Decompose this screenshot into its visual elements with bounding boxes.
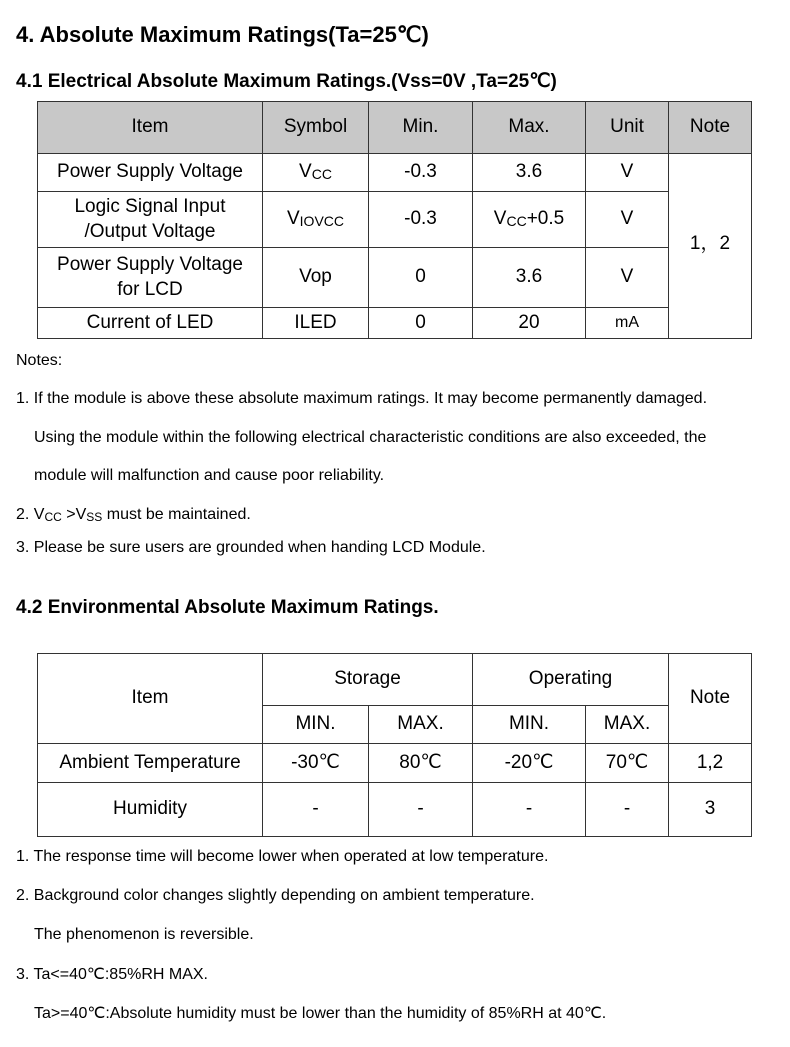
row-min: -0.3 [369,192,473,248]
row-item: Ambient Temperature [38,744,263,783]
environmental-ratings-table [37,653,752,837]
note-1-line-3: module will malfunction and cause poor reliability. [34,467,385,484]
row-symbol: $V_{CC}$ [263,154,369,192]
table-row [38,744,752,783]
header-note: Note [669,654,752,744]
notes-heading: Notes: [16,352,63,369]
note-1-line-1: 1. If the module is above these absolute maximum ratings. It may become permanently damaged. [16,390,708,407]
header-note: Note [669,102,752,154]
row-note-merged: 1，2 [669,154,752,339]
note-3: 3. Please be sure users are grounded when handing LCD Module. [16,539,486,556]
header-item: Item [38,102,263,154]
row-min: 0 [369,308,473,339]
storage-min: - [263,783,369,837]
storage-max-header: MAX. [369,706,473,744]
row-min: -0.3 [369,154,473,192]
env-note-3-line-1: 3. Ta<=40℃:85%RH MAX. [16,966,208,983]
electrical-ratings-table [37,101,752,339]
row-note: 1,2 [669,744,752,783]
operating-max: 70℃ [586,744,669,783]
env-note-1: 1. The response time will become lower when operated at low temperature. [16,848,549,865]
header-symbol: Symbol [263,102,369,154]
operating-min: -20℃ [473,744,586,783]
env-note-2-line-1: 2. Background color changes slightly depending on ambient temperature. [16,887,535,904]
table-row [38,192,752,248]
row-note: 3 [669,783,752,837]
table-row [38,248,752,308]
storage-max: - [369,783,473,837]
table-header-row [38,654,752,706]
row-unit: V [586,248,669,308]
table-row [38,308,752,339]
note-2: 2. $V_{CC} >V_{SS}$ must be maintained. [16,506,251,524]
row-unit: V [586,192,669,248]
operating-min-header: MIN. [473,706,586,744]
section-4-1-title: 4.1 Electrical Absolute Maximum Ratings.(Vss=0V ,Ta=25℃) [16,71,557,92]
row-min: 0 [369,248,473,308]
storage-max: 80℃ [369,744,473,783]
section-4-2-title: 4.2 Environmental Absolute Maximum Ratings. [16,597,439,618]
table-row [38,154,752,192]
table-header-row [38,102,752,154]
operating-max-header: MAX. [586,706,669,744]
header-item: Item [38,654,263,744]
row-item: Power Supply Voltage [38,154,263,192]
env-note-2-line-2: The phenomenon is reversible. [34,926,254,943]
row-max: 3.6 [473,154,586,192]
row-item: Power Supply Voltage for LCD [38,248,263,308]
table-row [38,783,752,837]
header-max: Max. [473,102,586,154]
env-note-3-line-2: Ta>=40℃:Absolute humidity must be lower than the humidity of 85%RH at 40℃. [34,1005,607,1022]
storage-min-header: MIN. [263,706,369,744]
row-max: $V_{CC}+0.5$ [473,192,586,248]
header-operating: Operating [473,654,669,706]
header-storage: Storage [263,654,473,706]
row-item: Logic Signal Input /Output Voltage [38,192,263,248]
row-unit: mA [586,308,669,339]
operating-min: - [473,783,586,837]
row-item: Current of LED [38,308,263,339]
row-symbol: ILED [263,308,369,339]
row-max: 3.6 [473,248,586,308]
row-symbol: $V_{IOVCC}$ [263,192,369,248]
note-1-line-2: Using the module within the following electrical characteristic conditions are also exceeded, the [34,429,707,446]
header-min: Min. [369,102,473,154]
row-unit: V [586,154,669,192]
row-symbol: Vop [263,248,369,308]
header-unit: Unit [586,102,669,154]
row-max: 20 [473,308,586,339]
operating-max: - [586,783,669,837]
section-4-title: 4. Absolute Maximum Ratings(Ta=25℃) [16,22,429,47]
storage-min: -30℃ [263,744,369,783]
row-item: Humidity [38,783,263,837]
